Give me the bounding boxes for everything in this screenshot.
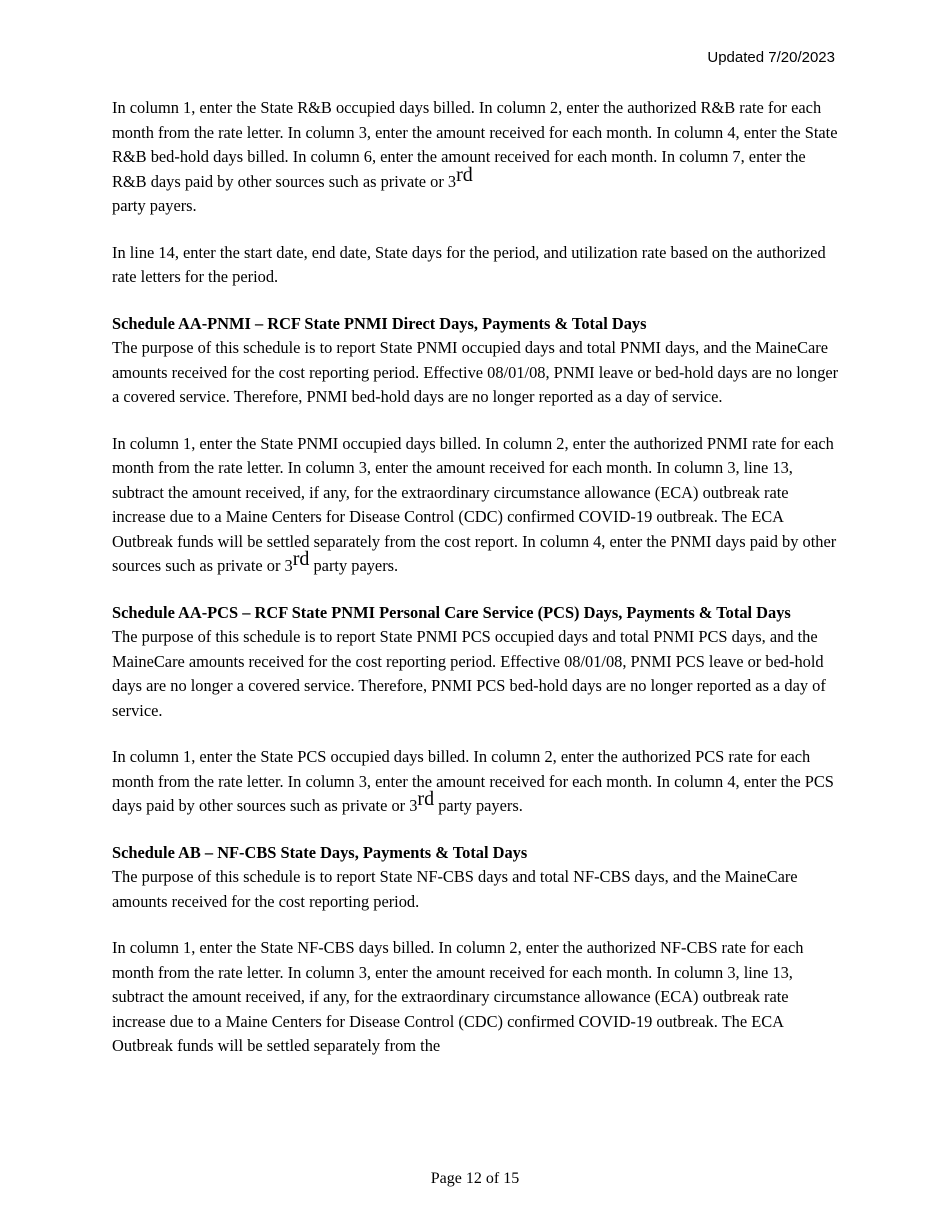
updated-date: Updated 7/20/2023 <box>707 49 835 66</box>
paragraph-aa-pnmi-purpose: The purpose of this schedule is to report State PNMI occupied days and total PNMI days, and the MaineCare amounts received for the cost reporting period. Effective 08/01/08, PNMI leave or bed-hold days are no longer a covered service. Therefore, PNMI bed-hold days are no longer reported as a day of service. <box>112 338 839 406</box>
section-heading-ab: Schedule AB – NF-CBS State Days, Payments & Total Days <box>112 842 528 862</box>
paragraph-text: party payers. <box>434 796 523 815</box>
paragraph-ab-columns: In column 1, enter the State NF-CBS days billed. In column 2, enter the authorized NF-CBS rate for each month from the rate letter. In column 3, enter the amount received for each month. In column 3, line 13, subtract the amount received, if any, for the extraordinary circumstance allowance (ECA) outbreak rate increase due to a Maine Centers for Disease Control (CDC) confirmed COVID-19 outbreak. The ECA Outbreak funds will be settled separately from the <box>112 938 804 1055</box>
paragraph-text: In column 1, enter the State R&B occupied days billed. In column 2, enter the authorized R&B rate for each month from the rate letter. In column 3, enter the amount received for each month. In column 4, enter the State R&B bed-hold days billed. In column 6, enter the amount received for each month. In column 7, enter the R&B days paid by other sources such as private or 3 <box>112 98 838 191</box>
paragraph-aa-pnmi-columns <box>112 432 842 579</box>
page-content <box>112 96 842 1081</box>
superscript: rd <box>292 548 310 570</box>
paragraph-aa-pcs-columns <box>112 745 842 819</box>
paragraph-line-14: In line 14, enter the start date, end date, State days for the period, and utilization rate based on the authorized rate letters for the period. <box>112 242 826 286</box>
paragraph-text: party payers. <box>309 556 399 575</box>
paragraph-text: In column 1, enter the State PCS occupied days billed. In column 2, enter the authorized PCS rate for each month from the rate letter. In column 3, enter the amount received for each month. In column 4, enter the PCS days paid by other sources such as private or 3 <box>112 747 834 815</box>
section-heading-aa-pnmi: Schedule AA-PNMI – RCF State PNMI Direct Days, Payments & Total Days <box>112 313 647 333</box>
paragraph-text: In column 1, enter the State PNMI occupied days billed. In column 2, enter the authorized PNMI rate for each month from the rate letter. In column 3, enter the amount received for each month. In column 3, line 13, subtract the amount received, if any, for the extraordinary circumstance allowance (ECA) outbreak rate increase due to a Maine Centers for Disease Control (CDC) confirmed COVID-19 outbreak. The ECA Outbreak funds will be settled separately from the cost report. In column 4, enter the PNMI days paid by other sources such as private or 3 <box>112 433 837 575</box>
paragraph-rb-columns <box>112 96 842 219</box>
section-heading-aa-pcs: Schedule AA-PCS – RCF State PNMI Personal Care Service (PCS) Days, Payments & Total Days <box>112 602 791 622</box>
superscript: rd <box>417 788 435 810</box>
superscript: rd <box>456 163 473 186</box>
page-number: Page 12 of 15 <box>430 1170 520 1187</box>
paragraph-aa-pcs-purpose: The purpose of this schedule is to report State PNMI PCS occupied days and total PNMI PCS days, and the MaineCare amounts received for the cost reporting period. Effective 08/01/08, PNMI PCS leave or bed-hold days are no longer a covered service. Therefore, PNMI PCS bed-hold days are no longer reported as a day of service. <box>112 627 826 720</box>
paragraph-text: party payers. <box>112 196 197 215</box>
paragraph-ab-purpose: The purpose of this schedule is to report State NF-CBS days and total NF-CBS days, and the MaineCare amounts received for the cost reporting period. <box>112 867 798 911</box>
